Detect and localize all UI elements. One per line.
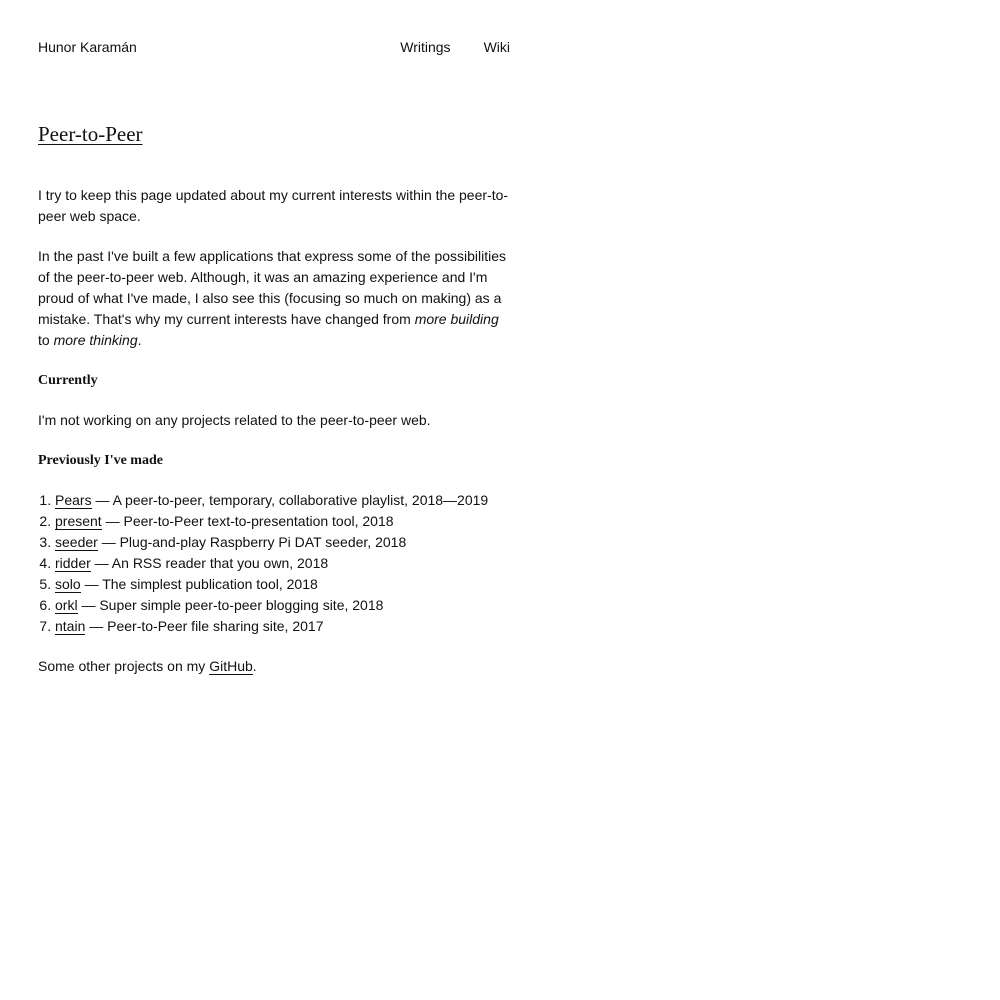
project-description: — Plug-and-play Raspberry Pi DAT seeder, 2018 (97, 534, 407, 550)
project-link-ntain[interactable]: ntain (55, 618, 86, 634)
list-item (55, 616, 510, 637)
content-column (38, 37, 510, 677)
list-item (55, 490, 510, 511)
github-suffix: . (252, 658, 257, 674)
project-link-seeder[interactable]: seeder (55, 534, 98, 550)
project-description: — A peer-to-peer, temporary, collaborative playlist, 2018—2019 (91, 492, 489, 508)
currently-heading: Currently (38, 373, 98, 388)
list-item (55, 511, 510, 532)
github-prefix: Some other projects on my (38, 658, 210, 674)
currently-text: I'm not working on any projects related to the peer-to-peer web. (38, 412, 431, 428)
project-description: — Peer-to-Peer file sharing site, 2017 (85, 618, 324, 634)
site-nav (367, 37, 510, 58)
project-link-pears[interactable]: Pears (55, 492, 92, 508)
github-paragraph (38, 656, 510, 677)
intro-2-text-start: In the past I've built a few applications that express some of the possibilities of the peer-to-peer web. Although, it was an amazing experience and I'm proud of what I've made, I also see this (focusing so much on making) as a mistake. That's why my current interests have changed from (38, 248, 507, 327)
intro-paragraph-1: I try to keep this page updated about my current interests within the peer-to-peer web space. (38, 187, 509, 224)
project-description: — Peer-to-Peer text-to-presentation tool, 2018 (101, 513, 394, 529)
list-item (55, 595, 510, 616)
site-name-link[interactable]: Hunor Karamán (38, 39, 137, 55)
list-item (55, 532, 510, 553)
project-description: — Super simple peer-to-peer blogging site, 2018 (77, 597, 384, 613)
project-description: — The simplest publication tool, 2018 (80, 576, 318, 592)
previously-heading: Previously I've made (38, 453, 163, 468)
project-link-present[interactable]: present (55, 513, 102, 529)
github-link[interactable]: GitHub (209, 658, 253, 674)
intro-2-emphasis-building: more building (414, 311, 499, 327)
intro-paragraph-2 (38, 246, 510, 351)
project-description: — An RSS reader that you own, 2018 (90, 555, 329, 571)
nav-link-wiki[interactable]: Wiki (483, 39, 510, 55)
project-link-ridder[interactable]: ridder (55, 555, 91, 571)
site-header (38, 37, 510, 58)
intro-2-text-end: . (137, 332, 142, 348)
intro-2-text-mid: to (38, 332, 54, 348)
list-item (55, 574, 510, 595)
page-title-link[interactable]: Peer-to-Peer (38, 122, 143, 146)
nav-link-writings[interactable]: Writings (400, 39, 451, 55)
project-link-orkl[interactable]: orkl (55, 597, 78, 613)
list-item (55, 553, 510, 574)
projects-list (38, 490, 510, 637)
project-link-solo[interactable]: solo (55, 576, 81, 592)
page-title (38, 121, 510, 147)
intro-2-emphasis-thinking: more thinking (53, 332, 138, 348)
